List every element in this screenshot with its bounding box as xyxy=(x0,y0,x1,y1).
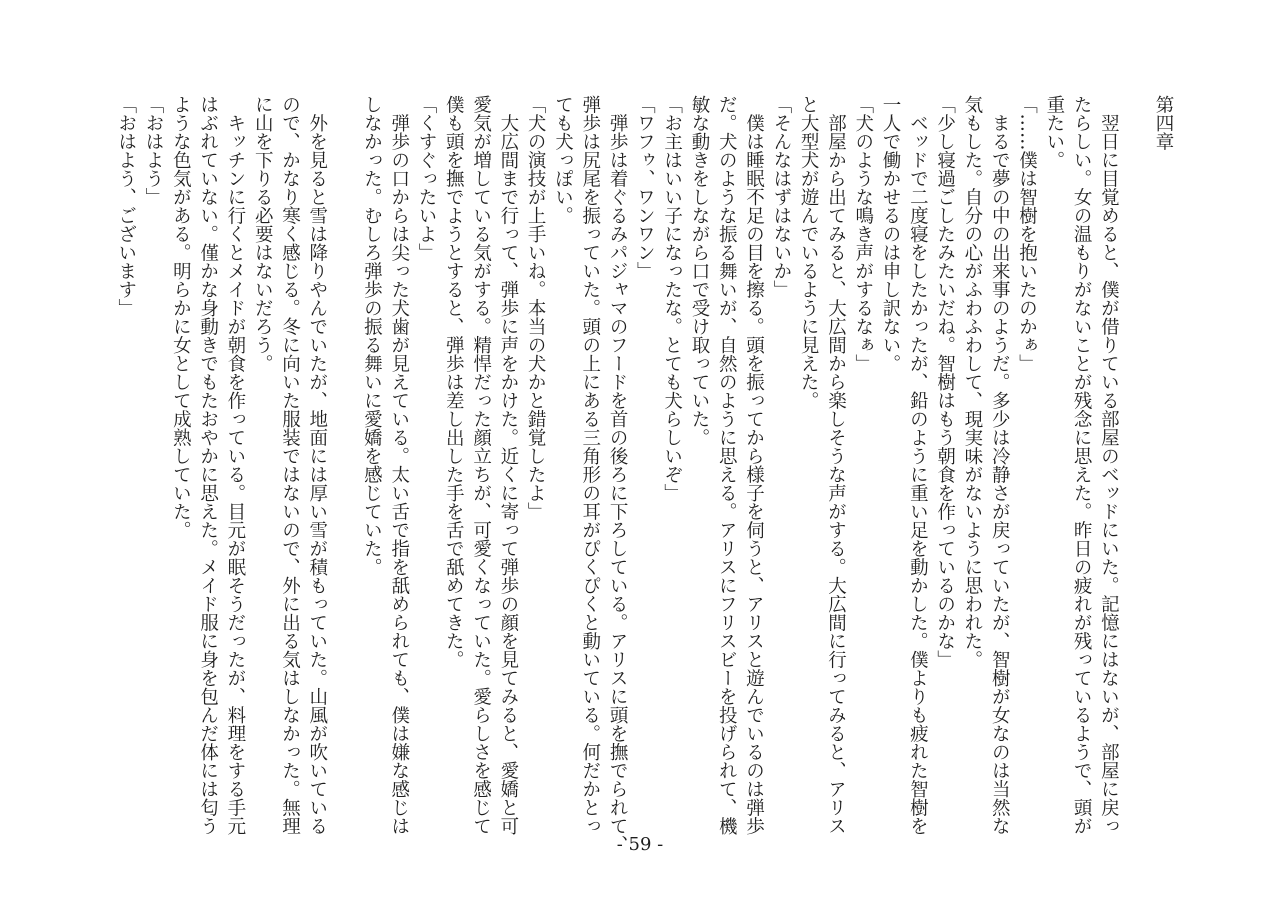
text-line: 「少し寝過ごしたみたいだね。智樹はもう朝食を作っているのかな」 xyxy=(934,95,956,669)
text-line: 「そんなはずはないか」 xyxy=(770,95,792,299)
text-line: 「……僕は智樹を抱いたのかぁ」 xyxy=(1016,95,1038,373)
text-line: 僕は睡眠不足の目を擦る。頭を振ってから様子を伺うと、アリスと遊んでいるのは弾歩 xyxy=(743,95,765,835)
text-line: だ。犬のような振る舞いが、自然のように思える。アリスにフリスビーを投げられて、機 xyxy=(716,95,738,835)
text-line: 僕も頭を撫でようとすると、弾歩は差し出した手を舌で舐めてきた。 xyxy=(443,95,465,669)
text-line: 翌日に目覚めると、僕が借りている部屋のベッドにいた。記憶にはないが、部屋に戻っ xyxy=(1098,95,1120,835)
text-line: まるで夢の中の出来事のようだ。多少は冷静さが戻っていたが、智樹が女なのは当然な xyxy=(989,95,1011,835)
blank-line xyxy=(1122,95,1149,820)
page-number: - 59 - xyxy=(616,834,664,855)
text-line: 「くすぐったいよ」 xyxy=(415,95,437,262)
text-line: と大型犬が遊んでいるように見えた。 xyxy=(798,95,820,410)
text-line: 「犬の演技が上手いね。本当の犬かと錯覚したよ」 xyxy=(525,95,547,521)
text-line: ような色気がある。明らかに女として成熟していた。 xyxy=(170,95,192,539)
blank-line xyxy=(331,95,358,820)
text-line: しなかった。むしろ弾歩の振る舞いに愛嬌を感じていた。 xyxy=(361,95,383,576)
text-line: ので、かなり寒く感じる。冬に向いた服装ではないので、外に出る気はしなかった。無理 xyxy=(279,95,301,835)
text-line: ても犬っぽい。 xyxy=(552,95,574,225)
text-line: 「犬のような鳴き声がするなぁ」 xyxy=(852,95,874,373)
text-line: 愛気が増している気がする。精悍だった顔立ちが、可愛くなっていた。愛らしさを感じて xyxy=(470,95,492,835)
text-line: 気もした。自分の心がふわふわして、現実味がないように思われた。 xyxy=(961,95,983,669)
chapter-title: 第四章 xyxy=(1153,95,1174,151)
text-line: 弾歩は尻尾を振っていた。頭の上にある三角形の耳がぴくぴくと動いている。何だかとっ xyxy=(579,95,601,835)
text-line: 「おはよう」 xyxy=(143,95,165,206)
text-line: 外を見ると雪は降りやんでいたが、地面には厚い雪が積もっていた。山風が吹いている xyxy=(306,95,328,835)
text-line: 「おはよう、ございます」 xyxy=(115,95,137,317)
text-line: 一人で働かせるのは申し訳ない。 xyxy=(880,95,902,373)
text-line: 弾歩は着ぐるみパジャマのフードを首の後ろに下ろしている。アリスに頭を撫でられて、 xyxy=(607,95,629,854)
text-line: ベッドで二度寝をしたかったが、鉛のように重い足を動かした。僕よりも疲れた智樹を xyxy=(907,95,929,835)
text-line: に山を下りる必要はないだろう。 xyxy=(252,95,274,373)
text-line: 弾歩の口からは尖った犬歯が見えている。太い舌で指を舐められても、僕は嫌な感じは xyxy=(388,95,410,835)
text-line: はぶれていない。僅かな身動きでもたおやかに思えた。メイド服に身を包んだ体には匂う xyxy=(197,95,219,835)
text-line: 重たい。 xyxy=(1043,95,1065,169)
text-line: 「お主はいい子になったな。とても犬らしいぞ」 xyxy=(661,95,683,502)
text-line: 敏な動きをしながら口で受け取っていた。 xyxy=(688,95,710,447)
text-line: 「ワフゥ、ワンワン」 xyxy=(634,95,656,280)
text-line: 大広間まで行って、弾歩に声をかけた。近くに寄って弾歩の顔を見てみると、愛嬌と可 xyxy=(497,95,519,835)
text-line: キッチンに行くとメイドが朝食を作っている。目元が眠そうだったが、料理をする手元 xyxy=(224,95,246,835)
text-line: 部屋から出てみると、大広間から楽しそうな声がする。大広間に行ってみると、アリス xyxy=(825,95,847,835)
text-line: たらしい。女の温もりがないことが残念に思えた。昨日の疲れが残っているようで、頭が xyxy=(1071,95,1093,835)
